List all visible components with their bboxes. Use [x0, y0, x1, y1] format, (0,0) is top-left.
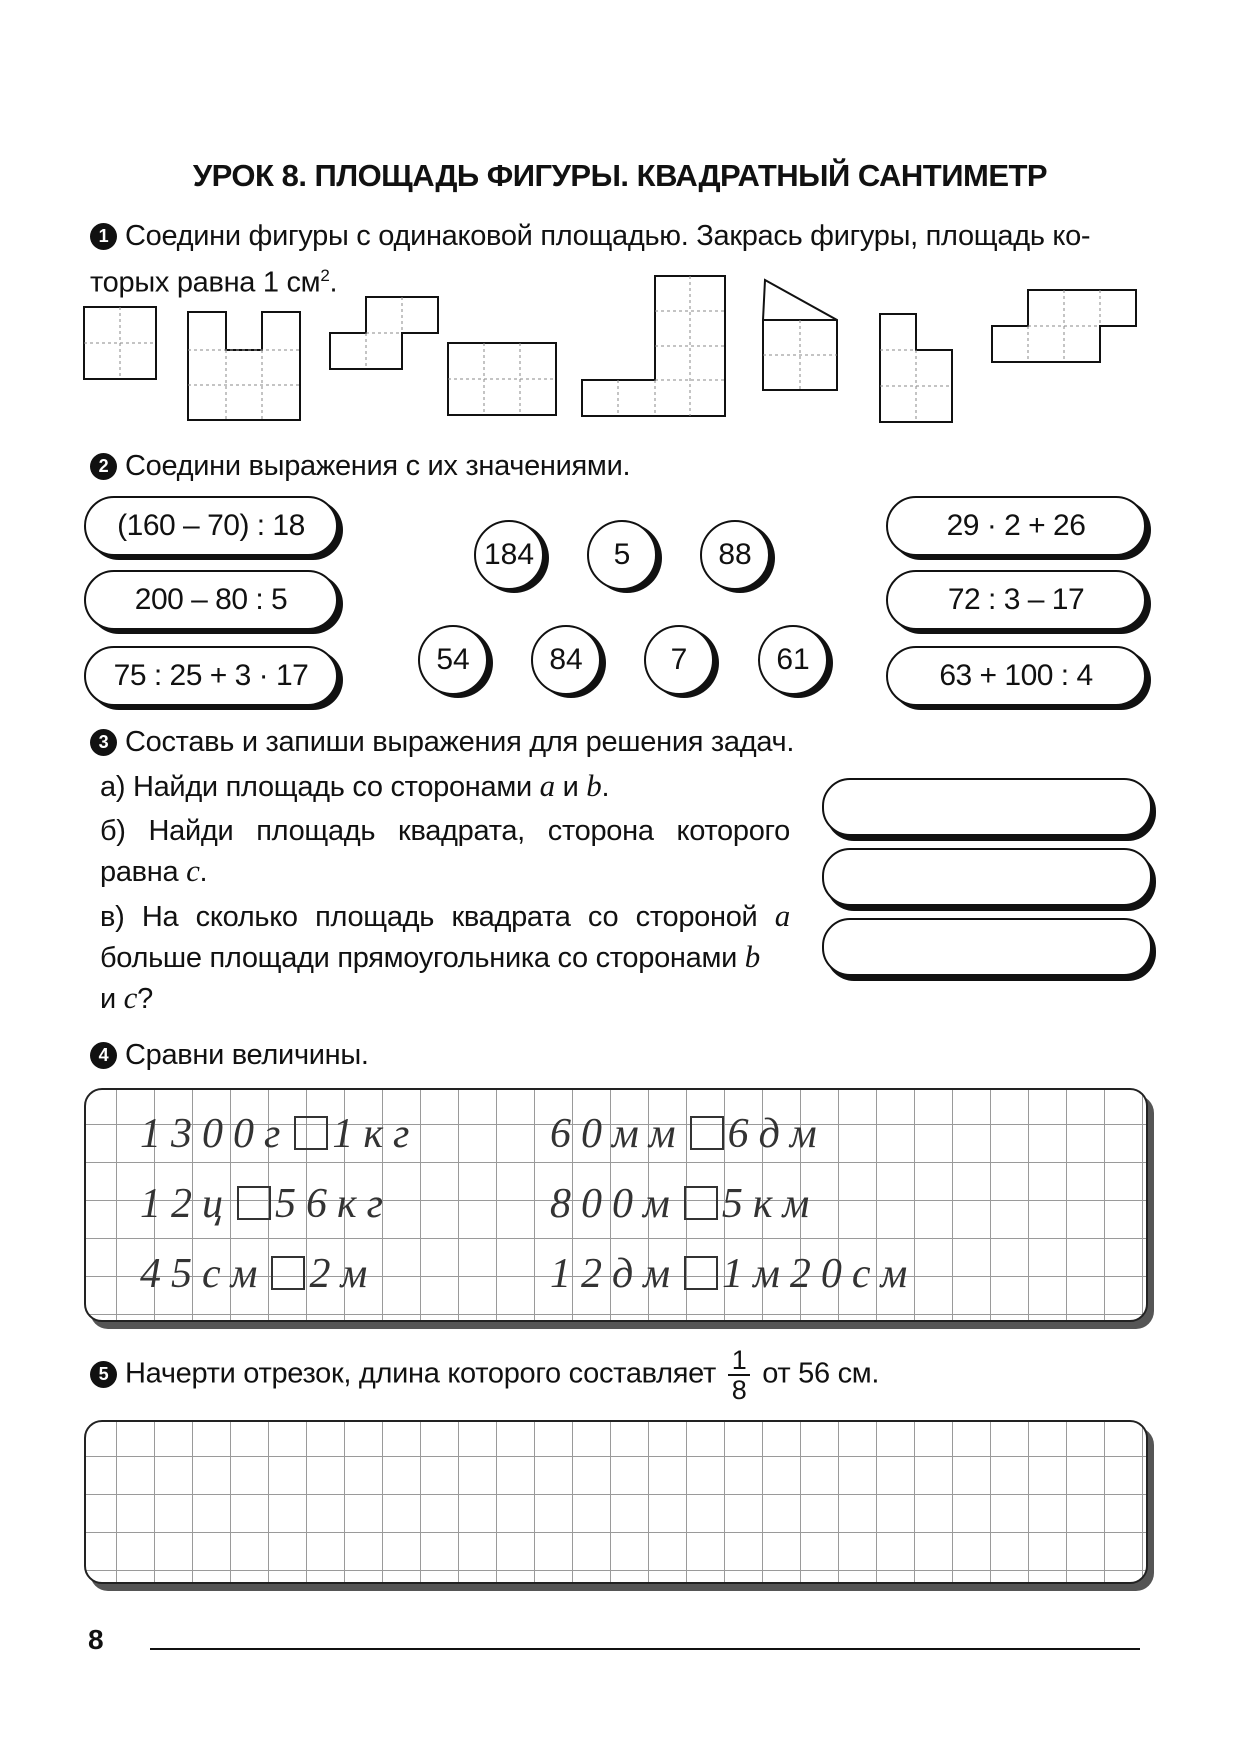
var-a: a [539, 768, 555, 803]
compare-row-1-left [140, 1110, 419, 1158]
shape-step-large[interactable] [992, 290, 1136, 362]
task-3c-line2-prefix: больше площади прямоугольника со сторонами [100, 942, 745, 974]
task-5-text-a: Начерти отрезок, длина которого составляет [125, 1357, 716, 1390]
var-a-2: a [774, 898, 790, 933]
task-2 [90, 446, 630, 486]
compare-box[interactable] [294, 1116, 328, 1150]
value-84[interactable]: 84 [531, 625, 601, 695]
task-3c-line2 [100, 937, 790, 978]
row-3-left-b: 2м [309, 1251, 378, 1297]
task-1-superscript: 2 [320, 266, 330, 285]
row-3-right-a: 12дм [550, 1251, 681, 1297]
row-2-left-b: 56кг [275, 1181, 394, 1227]
task-2-text: Соедини выражения с их значениями. [125, 450, 631, 482]
row-2-right-a: 800м [550, 1181, 680, 1227]
compare-row-3-left [140, 1250, 377, 1298]
row-1-right-a: 60мм [550, 1111, 686, 1157]
value-7[interactable]: 7 [644, 625, 714, 695]
task-1-number: 1 [90, 223, 117, 250]
shape-square-2x2[interactable] [84, 307, 156, 379]
value-61[interactable]: 61 [758, 625, 828, 695]
task-1-text-a: Соедини фигуры с одинаковой площадью. Закрась фигуры, площадь ко- [125, 220, 1091, 252]
task-1-text-c: . [329, 266, 338, 299]
task-3c-line3 [100, 978, 790, 1019]
row-1-left-b: 1кг [332, 1111, 420, 1157]
compare-box[interactable] [690, 1116, 724, 1150]
compare-box[interactable] [271, 1256, 305, 1290]
shape-l[interactable] [880, 314, 952, 422]
task-3b-prefix: равна [100, 856, 187, 888]
drawing-grid[interactable] [84, 1420, 1148, 1584]
task-5 [90, 1346, 879, 1404]
fraction-denominator: 8 [728, 1374, 751, 1404]
shape-u[interactable] [188, 312, 300, 420]
compare-row-3-right [550, 1250, 917, 1298]
var-b: b [586, 768, 602, 803]
right-expression-1[interactable]: 29 · 2 + 26 [886, 496, 1146, 556]
shape-house[interactable] [763, 280, 837, 390]
compare-row-1-right [550, 1110, 827, 1158]
task-4-text: Сравни величины. [125, 1039, 369, 1071]
task-3b-line2 [100, 851, 790, 892]
right-expression-3[interactable]: 63 + 100 : 4 [886, 646, 1146, 706]
left-expression-2[interactable]: 200 – 80 : 5 [84, 570, 338, 630]
answer-field-a[interactable] [822, 778, 1152, 836]
row-3-left-a: 45см [140, 1251, 268, 1297]
var-c-2: c [123, 980, 138, 1015]
task-3-number: 3 [90, 729, 117, 756]
row-1-left-a: 1300г [140, 1111, 291, 1157]
shape-rectangle-3x2[interactable] [448, 343, 556, 415]
lesson-title: УРОК 8. ПЛОЩАДЬ ФИГУРЫ. КВАДРАТНЫЙ САНТИМЕТР [192, 158, 1048, 193]
task-3b-end: . [199, 856, 208, 888]
task-3-text: Составь и запиши выражения для решения задач. [125, 726, 795, 758]
row-2-left-a: 12ц [140, 1181, 233, 1227]
task-3 [90, 722, 794, 762]
task-3a [100, 766, 790, 807]
shapes-area [0, 0, 1240, 440]
right-expression-2[interactable]: 72 : 3 – 17 [886, 570, 1146, 630]
task-3c-line1 [100, 896, 790, 937]
var-c: c [186, 853, 200, 888]
task-3b-line1: б) Найди площадь квадрата, сторона которого [100, 815, 790, 847]
value-184[interactable]: 184 [474, 520, 544, 590]
compare-box[interactable] [237, 1186, 271, 1220]
row-1-right-b: 6дм [727, 1111, 827, 1157]
answer-field-b[interactable] [822, 848, 1152, 906]
task-3c-prefix: в) На сколько площадь квадрата со стороной [100, 901, 775, 933]
fraction-numerator: 1 [731, 1345, 747, 1375]
compare-box[interactable] [684, 1256, 718, 1290]
compare-row-2-right [550, 1180, 819, 1228]
compare-row-2-left [140, 1180, 393, 1228]
task-2-number: 2 [90, 453, 117, 480]
fraction-one-eighth [728, 1346, 751, 1404]
task-5-text-b: от 56 см. [762, 1357, 880, 1390]
shape-j[interactable] [582, 276, 725, 416]
value-54[interactable]: 54 [418, 625, 488, 695]
task-5-number: 5 [90, 1361, 117, 1388]
answer-field-c[interactable] [822, 918, 1152, 976]
compare-box[interactable] [684, 1186, 718, 1220]
value-5[interactable]: 5 [587, 520, 657, 590]
row-2-right-b: 5км [721, 1181, 820, 1227]
var-b-2: b [744, 939, 760, 974]
task-3c-end: ? [137, 983, 153, 1015]
task-4 [90, 1035, 369, 1075]
footer-rule [150, 1648, 1140, 1650]
task-4-number: 4 [90, 1042, 117, 1069]
left-expression-3[interactable]: 75 : 25 + 3 · 17 [84, 646, 338, 706]
page-number: 8 [88, 1624, 104, 1655]
value-88[interactable]: 88 [700, 520, 770, 590]
task-3-items [100, 766, 790, 1019]
task-3a-end: . [601, 771, 610, 803]
task-3a-mid: и [554, 771, 587, 803]
task-3a-prefix: а) Найди площадь со сторонами [100, 771, 540, 803]
task-1-text-b: торых равна 1 см [90, 266, 321, 299]
shape-step-small[interactable] [330, 297, 438, 369]
task-3c-line3-prefix: и [100, 983, 124, 1015]
left-expression-1[interactable]: (160 – 70) : 18 [84, 496, 338, 556]
row-3-right-b: 1м20см [722, 1251, 918, 1297]
